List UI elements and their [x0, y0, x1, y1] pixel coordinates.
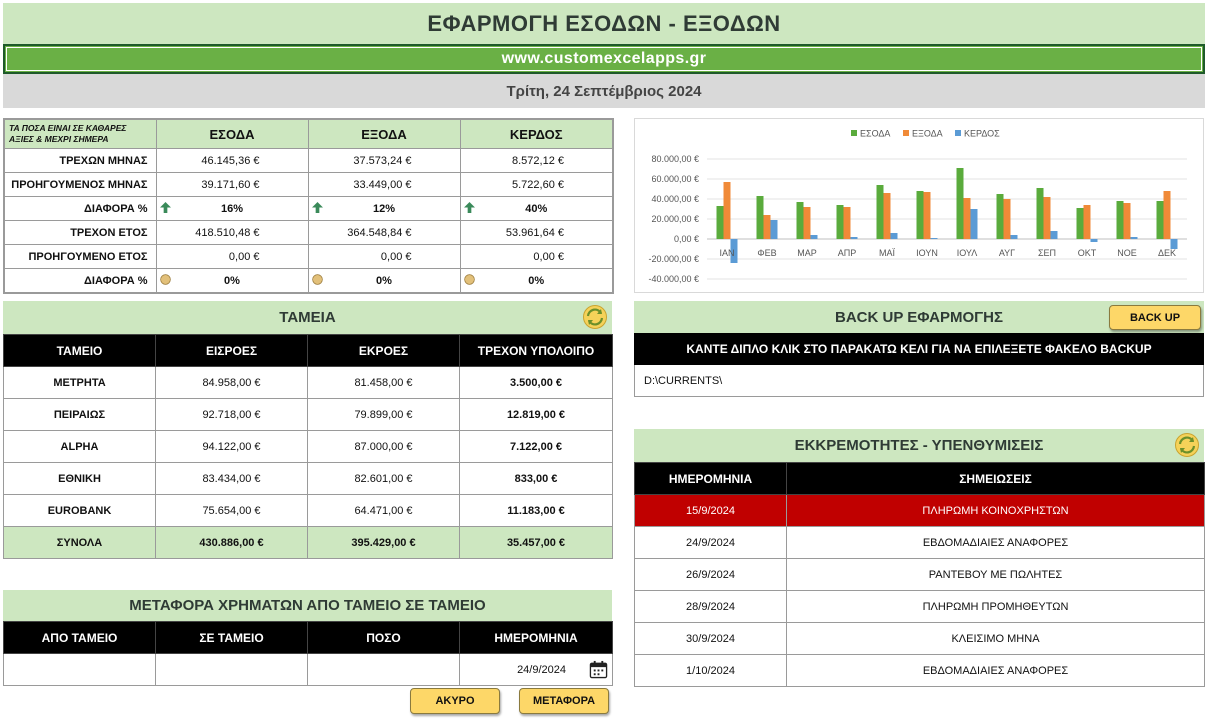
outflow-value: 82.601,00 €: [308, 463, 460, 495]
chart-bar: [1011, 235, 1018, 239]
outflow-value: 79.899,00 €: [308, 399, 460, 431]
x-tick-label: ΦΕΒ: [757, 248, 777, 258]
pct-value: 0%: [376, 274, 392, 287]
chart-bar: [1004, 199, 1011, 239]
chart-bar: [1157, 201, 1164, 239]
fund-name: ALPHA: [4, 431, 156, 463]
cell-value: 53.961,64 €: [460, 221, 613, 245]
reminder-date: 28/9/2024: [635, 591, 787, 623]
pct-value: 12%: [372, 202, 396, 215]
balance-value: 11.183,00 €: [460, 495, 613, 527]
chart-bar: [717, 206, 724, 239]
chart-bar: [957, 168, 964, 239]
totals-row: [4, 527, 613, 559]
cancel-button[interactable]: ΑΚΥΡΟ: [410, 688, 500, 714]
summary-row: [4, 173, 613, 197]
from-fund-input[interactable]: [4, 654, 156, 686]
chart-bar: [764, 215, 771, 239]
to-fund-input[interactable]: [156, 654, 308, 686]
x-tick-label: ΙΟΥΛ: [956, 248, 978, 258]
chart-bar: [1117, 201, 1124, 239]
chart-bar: [1124, 203, 1131, 239]
row-label: ΠΡΟΗΓΟΥΜΕΝΟ ΕΤΟΣ: [4, 245, 156, 269]
reminder-date: 24/9/2024: [635, 527, 787, 559]
chart-bar: [757, 196, 764, 239]
refresh-icon[interactable]: [582, 304, 608, 330]
chart-bar: [931, 238, 938, 239]
reminder-row[interactable]: [635, 655, 1205, 687]
transfer-section-title: ΜΕΤΑΦΟΡΑ ΧΡΗΜΑΤΩΝ ΑΠΟ ΤΑΜΕΙΟ ΣΕ ΤΑΜΕΙΟ: [3, 590, 612, 621]
summary-col-profit: ΚΕΡΔΟΣ: [460, 119, 613, 149]
calendar-icon[interactable]: [589, 660, 608, 679]
reminder-note: ΕΒΔΟΜΑΔΙΑΙΕΣ ΑΝΑΦΟΡΕΣ: [787, 527, 1205, 559]
refresh-icon[interactable]: [1174, 432, 1200, 458]
balance-value: 12.819,00 €: [460, 399, 613, 431]
total-inflow: 430.886,00 €: [156, 527, 308, 559]
col-header: ΑΠΟ ΤΑΜΕΙΟ: [4, 622, 156, 654]
y-tick-label: 80.000,00 €: [651, 154, 699, 164]
legend-swatch: [903, 130, 909, 136]
chart-bar: [851, 237, 858, 239]
transfer-date-input[interactable]: [460, 654, 613, 686]
summary-col-expense: ΕΞΟΔΑ: [308, 119, 460, 149]
up-arrow-icon: [160, 202, 171, 213]
chart-bar: [1164, 191, 1171, 239]
chart-bar: [924, 192, 931, 239]
y-tick-label: 40.000,00 €: [651, 194, 699, 204]
chart-bar: [1037, 188, 1044, 239]
row-label: ΤΡΕΧΩΝ ΜΗΝΑΣ: [4, 149, 156, 173]
x-tick-label: ΑΠΡ: [837, 248, 857, 258]
current-date: Τρίτη, 24 Σεπτέμβριος 2024: [3, 74, 1205, 108]
reminder-note: ΠΛΗΡΩΜΗ ΚΟΙΝΟΧΡΗΣΤΩΝ: [787, 495, 1205, 527]
col-header: ΤΡΕΧΟΝ ΥΠΟΛΟΙΠΟ: [460, 335, 613, 367]
totals-label: ΣΥΝΟΛΑ: [4, 527, 156, 559]
transfer-table: [3, 621, 613, 686]
chart-bar: [1084, 205, 1091, 239]
outflow-value: 87.000,00 €: [308, 431, 460, 463]
y-tick-label: 60.000,00 €: [651, 174, 699, 184]
table-row[interactable]: [4, 463, 613, 495]
x-tick-label: ΙΑΝ: [719, 248, 735, 258]
col-header: ΣΗΜΕΙΩΣΕΙΣ: [787, 463, 1205, 495]
col-header: ΤΑΜΕΙΟ: [4, 335, 156, 367]
chart-bar: [1077, 208, 1084, 239]
chart-bar: [877, 185, 884, 239]
cell-value: 37.573,24 €: [308, 149, 460, 173]
app-title: ΕΦΑΡΜΟΓΗ ΕΣΟΔΩΝ - ΕΞΟΔΩΝ: [3, 3, 1205, 44]
reminders-section-title: [634, 429, 1204, 462]
transfer-button[interactable]: ΜΕΤΑΦΟΡΑ: [519, 688, 609, 714]
reminder-date: 26/9/2024: [635, 559, 787, 591]
cell-value: 39.171,60 €: [156, 173, 308, 197]
row-label: ΔΙΑΦΟΡΑ %: [4, 197, 156, 221]
x-tick-label: ΙΟΥΝ: [916, 248, 938, 258]
x-tick-label: ΣΕΠ: [1037, 248, 1057, 258]
y-tick-label: -20.000,00 €: [648, 254, 699, 264]
x-tick-label: ΜΑΡ: [797, 248, 817, 258]
cell-value: 0,00 €: [156, 245, 308, 269]
chart-bar: [804, 207, 811, 239]
legend-label: ΕΞΟΔΑ: [912, 128, 943, 139]
summary-row: [4, 245, 613, 269]
x-tick-label: ΔΕΚ: [1157, 248, 1177, 258]
reminder-note: ΕΒΔΟΜΑΔΙΑΙΕΣ ΑΝΑΦΟΡΕΣ: [787, 655, 1205, 687]
cell-value: 5.722,60 €: [460, 173, 613, 197]
cell-value: 418.510,48 €: [156, 221, 308, 245]
neutral-circle-icon: [464, 274, 475, 285]
website-link[interactable]: www.customexcelapps.gr: [3, 44, 1205, 74]
cell-value: 0,00 €: [308, 245, 460, 269]
pct-value: 16%: [220, 202, 244, 215]
row-label: ΤΡΕΧΟΝ ΕΤΟΣ: [4, 221, 156, 245]
cell-value: 33.449,00 €: [308, 173, 460, 197]
tameia-section-title: [3, 301, 612, 334]
chart-bar: [724, 182, 731, 239]
cell-value: 364.548,84 €: [308, 221, 460, 245]
legend-label: ΕΣΟΔΑ: [860, 128, 891, 139]
fund-name: EUROBANK: [4, 495, 156, 527]
reminder-row[interactable]: [635, 623, 1205, 655]
col-header: ΕΚΡΟΕΣ: [308, 335, 460, 367]
chart-bar: [891, 233, 898, 239]
outflow-value: 64.471,00 €: [308, 495, 460, 527]
reminder-row[interactable]: [635, 591, 1205, 623]
cell-value: 46.145,36 €: [156, 149, 308, 173]
x-tick-label: ΟΚΤ: [1077, 248, 1097, 258]
up-arrow-icon: [464, 202, 475, 213]
x-tick-label: ΜΑΪ: [878, 248, 896, 258]
neutral-circle-icon: [312, 274, 323, 285]
summary-row: [4, 149, 613, 173]
transfer-date-value: 24/9/2024: [517, 663, 566, 676]
summary-table: [3, 118, 614, 294]
fund-name: ΕΘΝΙΚΗ: [4, 463, 156, 495]
chart-bar: [997, 194, 1004, 239]
summary-note: ΤΑ ΠΟΣΑ ΕΙΝΑΙ ΣΕ ΚΑΘΑΡΕΣ ΑΞΙΕΣ & ΜΕΧΡΙ ΣΗΜΕΡΑ: [4, 119, 156, 149]
col-header: ΣΕ ΤΑΜΕΙΟ: [156, 622, 308, 654]
pct-value: 40%: [525, 202, 548, 215]
fund-name: ΜΕΤΡΗΤΑ: [4, 367, 156, 399]
y-tick-label: 0,00 €: [673, 234, 699, 244]
chart-bar: [971, 209, 978, 239]
legend-swatch: [955, 130, 961, 136]
chart-bar: [1091, 239, 1098, 242]
chart-bar: [964, 198, 971, 239]
table-row[interactable]: [4, 367, 613, 399]
monthly-chart: [634, 118, 1204, 293]
chart-bar: [797, 202, 804, 239]
reminder-row[interactable]: [635, 559, 1205, 591]
backup-path-field[interactable]: D:\CURRENTS\: [634, 365, 1204, 397]
reminder-row[interactable]: [635, 527, 1205, 559]
chart-bar: [844, 207, 851, 239]
table-row[interactable]: [4, 495, 613, 527]
col-header: ΕΙΣΡΟΕΣ: [156, 335, 308, 367]
total-outflow: 395.429,00 €: [308, 527, 460, 559]
legend-swatch: [851, 130, 857, 136]
up-arrow-icon: [312, 202, 323, 213]
inflow-value: 83.434,00 €: [156, 463, 308, 495]
table-row[interactable]: [4, 399, 613, 431]
y-tick-label: -40.000,00 €: [648, 274, 699, 284]
x-tick-label: ΝΟΕ: [1117, 248, 1137, 258]
reminder-note: ΠΛΗΡΩΜΗ ΠΡΟΜΗΘΕΥΤΩΝ: [787, 591, 1205, 623]
pct-value: 0%: [224, 274, 240, 287]
col-header: ΗΜΕΡΟΜΗΝΙΑ: [635, 463, 787, 495]
balance-value: 833,00 €: [460, 463, 613, 495]
table-row[interactable]: [4, 431, 613, 463]
y-tick-label: 20.000,00 €: [651, 214, 699, 224]
summary-row: [4, 221, 613, 245]
pct-value: 0%: [528, 274, 545, 287]
inflow-value: 92.718,00 €: [156, 399, 308, 431]
reminder-date: 15/9/2024: [635, 495, 787, 527]
col-header: ΠΟΣΟ: [308, 622, 460, 654]
neutral-circle-icon: [160, 274, 171, 285]
tameia-title-text: ΤΑΜΕΙΑ: [279, 309, 336, 326]
chart-bar: [1044, 197, 1051, 239]
balance-value: 7.122,00 €: [460, 431, 613, 463]
backup-section-title: BACK UP ΕΦΑΡΜΟΓΗΣ: [634, 301, 1204, 333]
summary-row: [4, 197, 613, 221]
chart-bar: [837, 205, 844, 239]
chart-svg: [635, 119, 1203, 292]
reminders-title-text: ΕΚΚΡΕΜΟΤΗΤΕΣ - ΥΠΕΝΘΥΜΙΣΕΙΣ: [794, 437, 1044, 454]
legend-label: ΚΕΡΔΟΣ: [964, 128, 1000, 139]
outflow-value: 81.458,00 €: [308, 367, 460, 399]
col-header: ΗΜΕΡΟΜΗΝΙΑ: [460, 622, 613, 654]
row-label: ΠΡΟΗΓΟΥΜΕΝΟΣ ΜΗΝΑΣ: [4, 173, 156, 197]
chart-bar: [771, 220, 778, 239]
reminder-note: ΚΛΕΙΣΙΜΟ ΜΗΝΑ: [787, 623, 1205, 655]
chart-bar: [1051, 231, 1058, 239]
reminder-date: 1/10/2024: [635, 655, 787, 687]
backup-instruction: ΚΑΝΤΕ ΔΙΠΛΟ ΚΛΙΚ ΣΤΟ ΠΑΡΑΚΑΤΩ ΚΕΛΙ ΓΙΑ ΝΑ ΕΠΙΛΕΞΕΤΕ ΦΑΚΕΛΟ BACKUP: [634, 333, 1204, 365]
amount-input[interactable]: [308, 654, 460, 686]
summary-row: [4, 269, 613, 294]
chart-bar: [884, 193, 891, 239]
x-tick-label: ΑΥΓ: [998, 248, 1016, 258]
balance-value: 3.500,00 €: [460, 367, 613, 399]
cell-value: 0,00 €: [460, 245, 613, 269]
chart-bar: [811, 235, 818, 239]
chart-bar: [917, 191, 924, 239]
backup-button[interactable]: BACK UP: [1109, 305, 1201, 330]
reminder-row-urgent[interactable]: [635, 495, 1205, 527]
summary-col-income: ΕΣΟΔΑ: [156, 119, 308, 149]
inflow-value: 84.958,00 €: [156, 367, 308, 399]
reminder-date: 30/9/2024: [635, 623, 787, 655]
tameia-table: [3, 334, 613, 559]
chart-bar: [1131, 237, 1138, 239]
reminder-note: ΡΑΝΤΕΒΟΥ ΜΕ ΠΩΛΗΤΕΣ: [787, 559, 1205, 591]
inflow-value: 94.122,00 €: [156, 431, 308, 463]
total-balance: 35.457,00 €: [460, 527, 613, 559]
reminders-table: [634, 462, 1205, 687]
row-label: ΔΙΑΦΟΡΑ %: [4, 269, 156, 294]
cell-value: 8.572,12 €: [460, 149, 613, 173]
fund-name: ΠΕΙΡΑΙΩΣ: [4, 399, 156, 431]
inflow-value: 75.654,00 €: [156, 495, 308, 527]
